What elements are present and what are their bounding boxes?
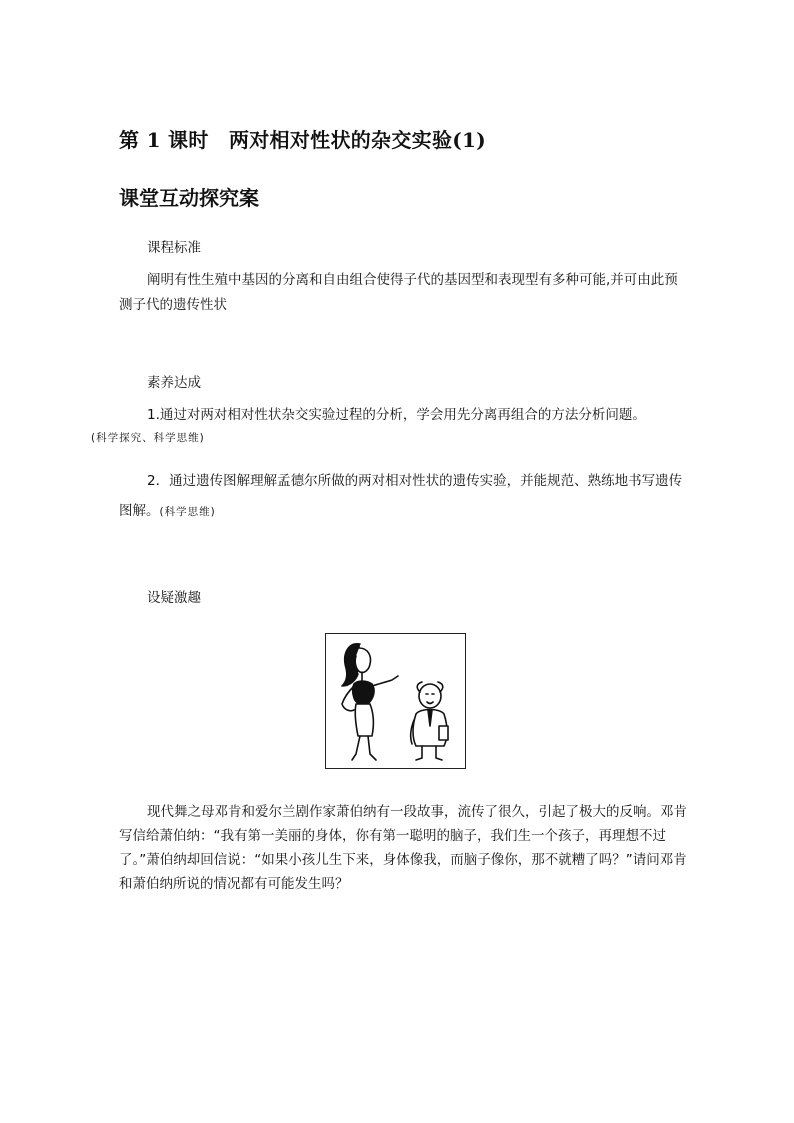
literacy-item-2 bbox=[119, 466, 689, 527]
cartoon-drawing bbox=[326, 634, 465, 768]
literacy-heading: 素养达成 bbox=[147, 375, 201, 391]
inquiry-heading: 设疑激趣 bbox=[147, 590, 201, 606]
literacy-item-2-text: 2．通过遗传图解理解孟德尔所做的两对相对性状的遗传实验，并能规范、熟练地书写遗传图解。 bbox=[119, 473, 683, 519]
curriculum-standard-text: 阐明有性生殖中基因的分离和自由组合使得子代的基因型和表现型有多种可能,并可由此预测子代的遗传性状 bbox=[119, 272, 678, 313]
literacy-item-1-tag: (科学探究、科学思维) bbox=[91, 432, 205, 444]
section-title: 课堂互动探究案 bbox=[119, 186, 259, 210]
literacy-item-1 bbox=[91, 404, 689, 449]
literacy-item-1-text: 1.通过对两对相对性状杂交实验过程的分析，学会用先分离再组合的方法分析问题。 bbox=[147, 407, 646, 423]
literacy-item-2-tag: (科学思维) bbox=[159, 506, 216, 518]
lesson-title: 第 1 课时 两对相对性状的杂交实验(1) bbox=[119, 128, 486, 152]
cartoon-illustration bbox=[325, 633, 466, 769]
inquiry-story: 现代舞之母邓肯和爱尔兰剧作家萧伯纳有一段故事，流传了很久，引起了极大的反响。邓肯写信给萧伯纳：“我有第一美丽的身体，你有第一聪明的脑子，我们生一个孩子，再理想不过了。”萧伯纳却回信说：“如果小孩儿生下来，身体像我，而脑子像你，那不就糟了吗？”请问邓肯和萧伯纳所说的情况都有可能发生吗？ bbox=[119, 804, 687, 892]
curriculum-standard-heading: 课程标准 bbox=[147, 240, 201, 256]
